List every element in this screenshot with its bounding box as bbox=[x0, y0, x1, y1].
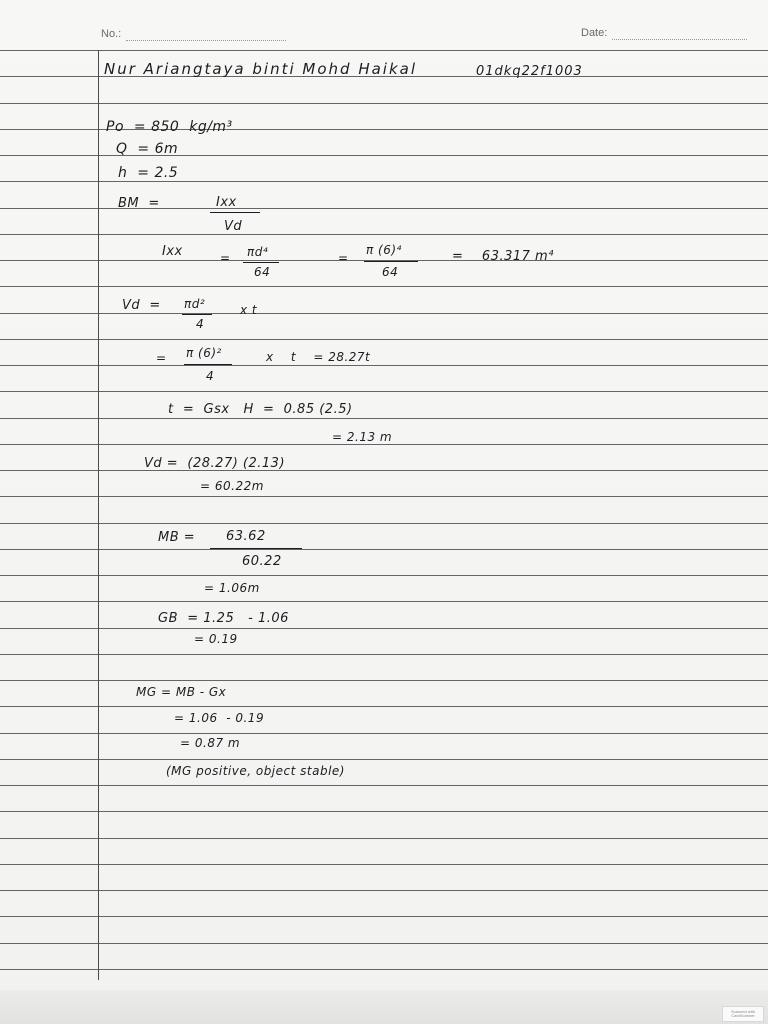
vd2-result: x t = 28.27t bbox=[266, 350, 371, 364]
gb-result: = 0.19 bbox=[194, 632, 238, 646]
date-label: Date: bbox=[581, 27, 608, 39]
ixx-result: = 63.317 m⁴ bbox=[452, 249, 554, 264]
ruled-line bbox=[0, 313, 768, 314]
student-id: 01dkq22f1003 bbox=[476, 64, 583, 79]
vd2-numerator: π (6)² bbox=[186, 346, 222, 360]
ixx-lhs: Ixx bbox=[162, 244, 183, 259]
vd2-fraction-bar bbox=[184, 364, 232, 365]
date-field-line bbox=[612, 39, 747, 40]
vd-times-t: x t bbox=[240, 303, 258, 317]
ruled-line bbox=[0, 838, 768, 839]
h-line: h = 2.5 bbox=[118, 165, 179, 181]
ruled-line bbox=[0, 523, 768, 524]
margin-line bbox=[98, 50, 99, 980]
bm-fraction-bar bbox=[210, 212, 260, 213]
vd2-equals: = bbox=[156, 351, 167, 365]
ruled-line bbox=[0, 811, 768, 812]
ruled-line bbox=[0, 208, 768, 209]
ixx-equals-2: = bbox=[338, 251, 349, 265]
ruled-line bbox=[0, 601, 768, 602]
gb-line: GB = 1.25 - 1.06 bbox=[158, 611, 289, 626]
ruled-line bbox=[0, 496, 768, 497]
mb-lhs: MB = bbox=[158, 530, 196, 545]
ruled-line bbox=[0, 890, 768, 891]
ixx-numerator-1: πd⁴ bbox=[247, 245, 269, 259]
ruled-line bbox=[0, 444, 768, 445]
ruled-line bbox=[0, 391, 768, 392]
ruled-line bbox=[0, 50, 768, 51]
vd3-line: Vd = (28.27) (2.13) bbox=[144, 456, 286, 471]
vd-fraction-bar bbox=[182, 314, 212, 315]
ixx-fraction-bar-1 bbox=[243, 262, 279, 263]
mg-line: MG = MB - Gx bbox=[136, 685, 227, 699]
ruled-line bbox=[0, 549, 768, 550]
ruled-line bbox=[0, 733, 768, 734]
bm-denominator: Vd bbox=[224, 219, 243, 234]
no-label: No.: bbox=[101, 28, 122, 40]
mg-result: = 0.87 m bbox=[180, 736, 241, 750]
density-line: Po = 850 kg/m³ bbox=[106, 119, 233, 135]
ruled-line bbox=[0, 969, 768, 970]
student-name: Nur Ariangtaya binti Mohd Haikal bbox=[104, 60, 418, 78]
ruled-line bbox=[0, 864, 768, 865]
ruled-line bbox=[0, 759, 768, 760]
ixx-fraction-bar-2 bbox=[364, 261, 418, 262]
ruled-line bbox=[0, 654, 768, 655]
ruled-line bbox=[0, 234, 768, 235]
vd-numerator: πd² bbox=[184, 297, 206, 311]
ixx-equals-1: = bbox=[220, 251, 231, 265]
ruled-line bbox=[0, 943, 768, 944]
ruled-line bbox=[0, 103, 768, 104]
ixx-denominator-1: 64 bbox=[254, 265, 271, 279]
ruled-line bbox=[0, 785, 768, 786]
ixx-denominator-2: 64 bbox=[382, 265, 399, 279]
mb-result: = 1.06m bbox=[204, 581, 260, 595]
mb-numerator: 63.62 bbox=[226, 529, 266, 544]
q-line: Q = 6m bbox=[116, 141, 179, 157]
bm-lhs: BM = bbox=[118, 196, 160, 211]
ruled-line bbox=[0, 286, 768, 287]
ruled-line bbox=[0, 181, 768, 182]
ruled-line bbox=[0, 706, 768, 707]
page-bottom-edge bbox=[0, 990, 768, 1024]
no-field-line bbox=[126, 40, 286, 41]
mb-fraction-bar bbox=[210, 548, 302, 549]
ruled-line bbox=[0, 680, 768, 681]
mb-denominator: 60.22 bbox=[242, 554, 282, 569]
ruled-line bbox=[0, 365, 768, 366]
vd-denominator: 4 bbox=[196, 317, 205, 331]
ixx-numerator-2: π (6)⁴ bbox=[366, 243, 402, 257]
vd-lhs: Vd = bbox=[122, 298, 161, 313]
ruled-line bbox=[0, 470, 768, 471]
mg-substitution: = 1.06 - 0.19 bbox=[174, 711, 265, 725]
ruled-line bbox=[0, 628, 768, 629]
ruled-line bbox=[0, 418, 768, 419]
conclusion-line: (MG positive, object stable) bbox=[166, 764, 345, 778]
bm-numerator: Ixx bbox=[216, 195, 237, 210]
t-result: = 2.13 m bbox=[332, 430, 393, 444]
ruled-line bbox=[0, 339, 768, 340]
ruled-line bbox=[0, 575, 768, 576]
t-line: t = Gsx H = 0.85 (2.5) bbox=[168, 402, 353, 417]
ruled-line bbox=[0, 916, 768, 917]
vd2-denominator: 4 bbox=[206, 369, 215, 383]
scanner-watermark: Scanned with CamScanner bbox=[722, 1006, 764, 1022]
vd3-result: = 60.22m bbox=[200, 479, 264, 493]
